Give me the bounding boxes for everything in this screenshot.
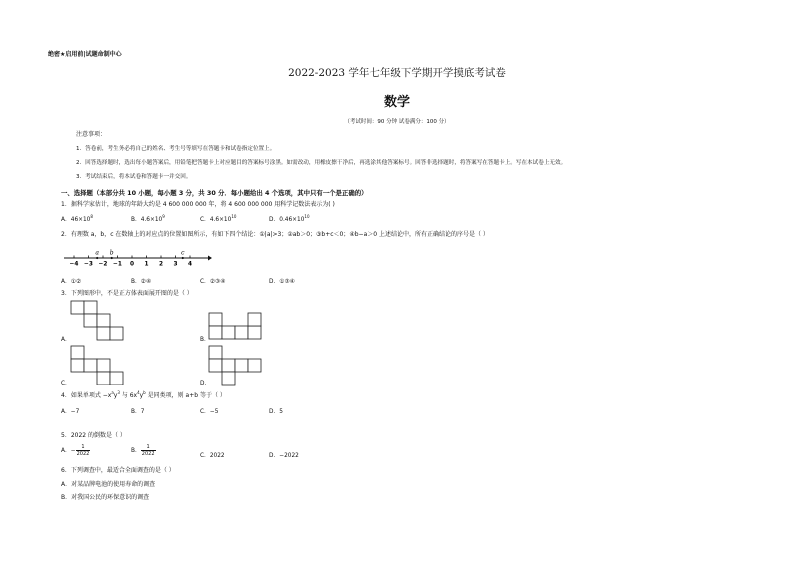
q2-option-b[interactable]: B．②④ <box>131 279 152 285</box>
q4-option-a[interactable]: A．−7 <box>61 409 80 415</box>
cube-net-b <box>208 312 266 344</box>
cube-net-c <box>70 345 130 385</box>
q2-option-a[interactable]: A．①② <box>61 279 82 285</box>
q3-option-b[interactable]: B． <box>200 337 210 343</box>
fraction: $\frac{1}{2022}$ <box>76 444 90 457</box>
q3-option-a[interactable]: A． <box>61 337 71 343</box>
fraction: $\frac{1}{2022}$ <box>141 444 155 457</box>
q1-option-d[interactable]: D．$0.46\times 10^{10}$ <box>269 214 310 223</box>
number-line-figure <box>62 244 212 270</box>
number-line-tick-label: 3 <box>173 261 178 268</box>
q6-option-b[interactable]: B．对我国公民的环保意识的调查 <box>61 494 150 501</box>
q2-stem: 2．有理数 a，b，c 在数轴上的对应点的位置如图所示，有如下四个结论：①|a|>3；②ab＞0；③b+c＜0；④b−a＞0 上述结论中，所有正确结论的序号是（ ） <box>61 231 489 238</box>
number-line-point-a <box>96 257 98 259</box>
number-line-letter-b: b <box>109 249 114 257</box>
q5-option-d[interactable]: D．−2022 <box>269 453 299 459</box>
q1-stem: 1．据科学家估计，地球的年龄大约是 4 600 000 000 年，将 4 600 000 000 用科学记数法表示为( ) <box>61 201 335 208</box>
confidential-label: 绝密★启用前|试题命制中心 <box>48 51 122 58</box>
q4-option-b[interactable]: B．7 <box>131 409 145 415</box>
exam-info: （考试时间：90 分钟 试卷满分：100 分） <box>344 119 450 125</box>
note-item: 3．考试结束后，将本试卷和答题卡一并交回。 <box>76 174 192 180</box>
notes-heading: 注意事项： <box>76 131 107 138</box>
exam-title: 2022-2023 学年七年级下学期开学摸底考试卷 <box>288 67 506 79</box>
number-line-arrow <box>208 256 212 261</box>
note-item: 1．答卷前，考生务必将自己的姓名、考生号等填写在答题卡和试卷指定位置上。 <box>76 146 276 152</box>
number-line-tick-label: −4 <box>69 261 79 268</box>
q2-option-c[interactable]: C．②③④ <box>200 279 226 285</box>
q5-option-c[interactable]: C．2022 <box>200 453 225 459</box>
number-line-tick-label: 2 <box>158 261 164 268</box>
q1-option-b[interactable]: B．$4.6\times 10^9$ <box>131 214 165 223</box>
number-line-letter-c: c <box>181 249 185 257</box>
q1-option-a[interactable]: A．$46\times 10^8$ <box>61 214 93 223</box>
number-line-tick-label: −3 <box>84 261 93 268</box>
q2-option-d[interactable]: D．①③④ <box>269 279 295 285</box>
q3-stem: 3．下列图形中，不是正方体表面展开图的是（ ） <box>61 290 193 297</box>
number-line-tick-label: 0 <box>129 261 135 268</box>
q4-option-c[interactable]: C．−5 <box>200 409 219 415</box>
q3-option-d[interactable]: D． <box>200 381 211 387</box>
number-line-tick-label: 1 <box>144 261 149 268</box>
note-item: 2．回答选择题时，选出每小题答案后，用铅笔把答题卡上对应题目的答案标号涂黑。如需改动，用橡皮擦干净后，再选涂其他答案标号。回答非选择题时，将答案写在答题卡上。写在本试卷上无效。 <box>76 160 567 166</box>
q1-option-c[interactable]: C．$4.6\times 10^{10}$ <box>200 214 237 223</box>
number-line-tick-label: −2 <box>98 261 108 268</box>
section-heading: 一、选择题（本部分共 10 小题，每小题 3 分，共 30 分．每小题给出 4 个选项，其中只有一个是正确的） <box>61 189 368 197</box>
cube-net-a <box>70 300 130 344</box>
q5-option-b[interactable]: B． $\frac{1}{2022}$ <box>131 444 155 457</box>
q6-stem: 6．下列调查中，最适合全面调查的是（ ） <box>61 467 175 474</box>
q4-stem: 4．如果单项式 $-x^ay^3$ 与 $6x^4y^b$ 是同类项，则 a+b 等于（ ） <box>61 390 226 399</box>
q4-option-d[interactable]: D．5 <box>269 409 283 415</box>
cube-net-d <box>208 345 266 387</box>
subject-title: 数学 <box>383 95 410 110</box>
number-line-tick-label: −1 <box>113 261 122 268</box>
q6-option-a[interactable]: A．对某品牌电池的使用寿命的调查 <box>61 481 156 488</box>
q3-option-c[interactable]: C． <box>61 381 71 387</box>
number-line-tick-label: 4 <box>187 261 193 268</box>
number-line-point-c <box>182 257 184 259</box>
q5-stem: 5．2022 的倒数是（ ） <box>61 432 126 439</box>
number-line-letter-a: a <box>95 249 99 257</box>
number-line-point-b <box>111 257 113 259</box>
q5-option-a[interactable]: A．− $\frac{1}{2022}$ <box>61 444 90 457</box>
